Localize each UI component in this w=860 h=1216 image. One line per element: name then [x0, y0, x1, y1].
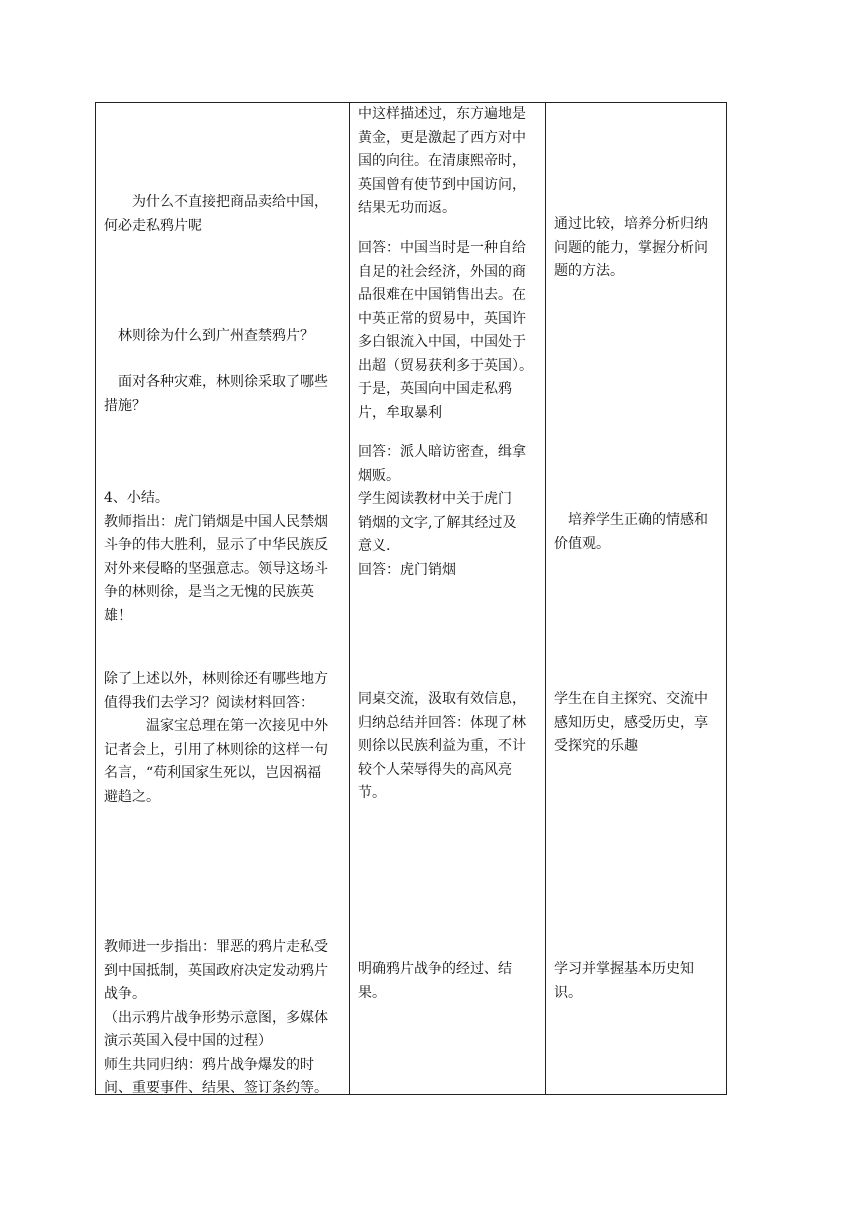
student-answer-trade: 回答：中国当时是一种自给 自足的社会经济，外国的商 品很难在中国销售出去。在 中英正常的贸易中，英国许 多白银流入中国，中国处于 出超（贸易获利多于英国）。 于是，英国向中国走私鸦 片，牟取暴利 [358, 240, 533, 421]
student-opium-war-result: 明确鸦片战争的经过、结 果。 [358, 961, 512, 1001]
column-divider [349, 103, 350, 1094]
student-discussion: 同桌交流，汲取有效信息， 归纳总结并回答：体现了林 则徐以民族利益为重，不计 较个人荣辱得失的高风亮 节。 [358, 691, 526, 801]
student-answer-humen: 回答：派人暗访密查，缉拿 烟贩。 学生阅读教材中关于虎门 销烟的文字,了解其经过及 意义. 回答：虎门销烟 [358, 444, 526, 578]
teacher-question-measures: 面对各种灾难，林则徐采取了哪些 措施？ [104, 374, 328, 414]
intent-values: 培养学生正确的情感和 价值观。 [554, 512, 708, 552]
intent-analysis: 通过比较，培养分析归纳 问题的能力，掌握分析问 题的方法。 [554, 216, 708, 279]
teacher-opium-war: 教师进一步指出：罪恶的鸦片走私受 到中国抵制，英国政府决定发动鸦片 战争。 （出示鸦片战争形势示意图，多媒体 演示英国入侵中国的过程） 师生共同归纳：鸦片战争爆发的时 间、重要事件、结果、签订条约等。 [104, 939, 328, 1096]
teacher-summary: 4、小结。 教师指出：虎门销烟是中国人民禁烟 斗争的伟大胜利，显示了中华民族反 对外来侵略的坚强意志。领导这场斗 争的林则徐，是当之无愧的民族英 雄！ [104, 490, 328, 624]
teacher-reading-material: 除了上述以外，林则徐还有哪些地方 值得我们去学习？阅读材料回答： 温家宝总理在第一次接见中外 记者会上，引用了林则徐的这样一句 名言，“苟利国家生死以，岂因祸福 避趋之。 [104, 671, 328, 805]
student-background: 中这样描述过，东方遍地是 黄金，更是激起了西方对中 国的向往。在清康熙帝时， 英国曾有使节到中国访问， 结果无功而返。 [358, 106, 526, 216]
intent-knowledge: 学习并掌握基本历史知 识。 [554, 961, 694, 1001]
lesson-plan-table [95, 102, 727, 1095]
teacher-question-why-opium: 为什么不直接把商品卖给中国， 何必走私鸦片呢 [104, 194, 328, 234]
teacher-question-lin-zexu-ban: 林则徐为什么到广州查禁鸦片？ [104, 328, 314, 344]
column-divider [545, 103, 546, 1094]
intent-exploration: 学生在自主探究、交流中 感知历史，感受历史，享 受探究的乐趣 [554, 691, 708, 754]
